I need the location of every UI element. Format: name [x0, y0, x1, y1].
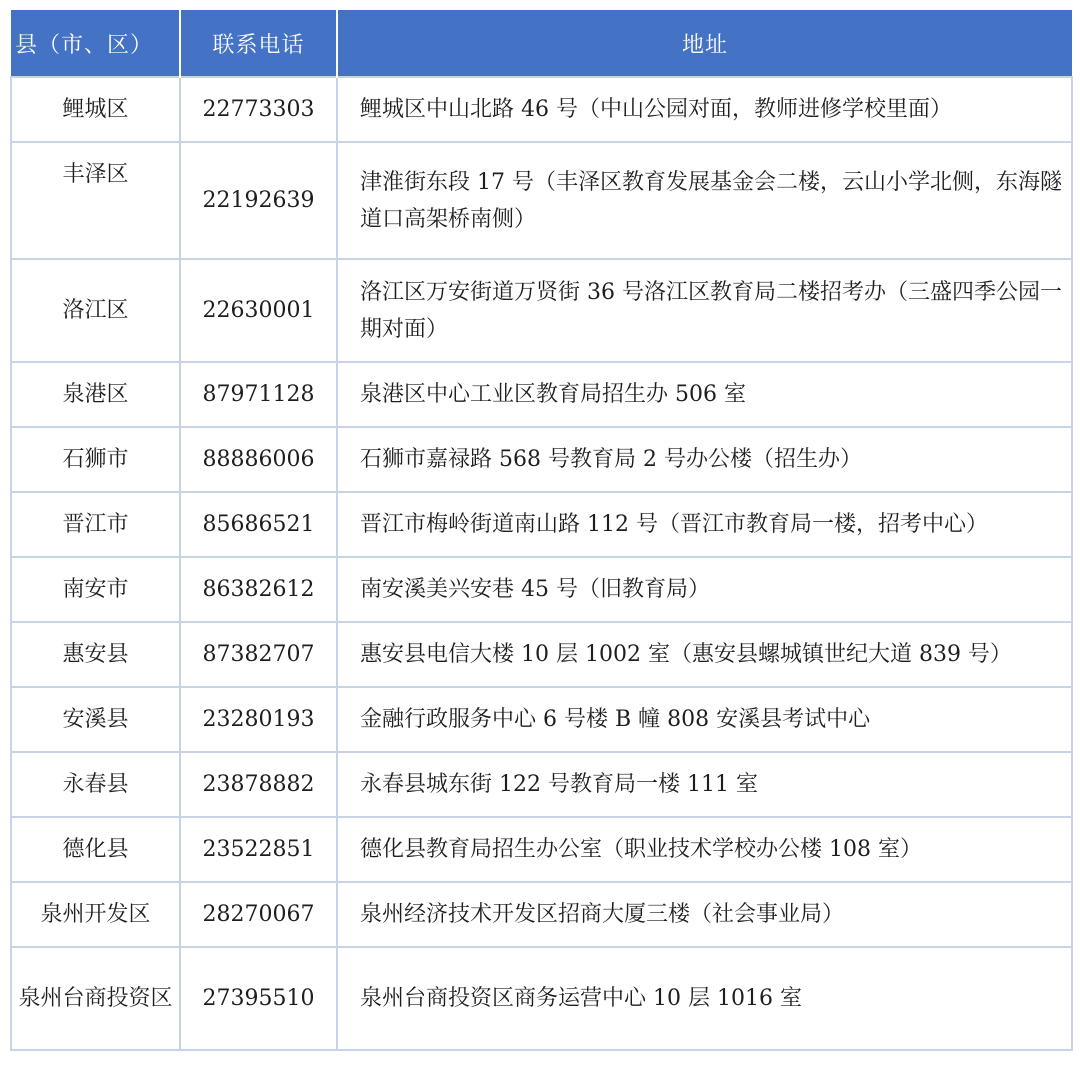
table-header-row [11, 10, 1072, 77]
county-cell: 南安市 [11, 557, 180, 622]
phone-cell: 23878882 [180, 752, 337, 817]
county-cell: 泉港区 [11, 362, 180, 427]
phone-cell: 28270067 [180, 882, 337, 947]
address-cell: 洛江区万安街道万贤街 36 号洛江区教育局二楼招考办（三盛四季公园一期对面） [337, 259, 1072, 362]
county-cell: 安溪县 [11, 687, 180, 752]
address-cell: 金融行政服务中心 6 号楼 B 幢 808 安溪县考试中心 [337, 687, 1072, 752]
table-row [11, 259, 1072, 362]
table-row [11, 817, 1072, 882]
county-cell: 石狮市 [11, 427, 180, 492]
header-county: 县（市、区） [11, 10, 180, 77]
phone-cell: 23522851 [180, 817, 337, 882]
header-address: 地址 [337, 10, 1072, 77]
address-cell: 泉州台商投资区商务运营中心 10 层 1016 室 [337, 947, 1072, 1050]
address-cell: 泉港区中心工业区教育局招生办 506 室 [337, 362, 1072, 427]
county-cell: 鲤城区 [11, 77, 180, 142]
phone-cell: 86382612 [180, 557, 337, 622]
phone-cell: 85686521 [180, 492, 337, 557]
county-cell: 惠安县 [11, 622, 180, 687]
table-row [11, 557, 1072, 622]
address-cell: 德化县教育局招生办公室（职业技术学校办公楼 108 室） [337, 817, 1072, 882]
address-cell: 鲤城区中山北路 46 号（中山公园对面，教师进修学校里面） [337, 77, 1072, 142]
table-row [11, 752, 1072, 817]
phone-cell: 88886006 [180, 427, 337, 492]
phone-cell: 22630001 [180, 259, 337, 362]
county-cell: 永春县 [11, 752, 180, 817]
table-row [11, 77, 1072, 142]
address-cell: 津淮街东段 17 号（丰泽区教育发展基金会二楼，云山小学北侧，东海隧道口高架桥南侧） [337, 142, 1072, 259]
county-cell: 泉州开发区 [11, 882, 180, 947]
county-cell: 泉州台商投资区 [11, 947, 180, 1050]
county-cell: 晋江市 [11, 492, 180, 557]
table-row [11, 142, 1072, 259]
contact-table [10, 10, 1073, 1051]
phone-cell: 23280193 [180, 687, 337, 752]
table-row [11, 362, 1072, 427]
county-cell: 洛江区 [11, 259, 180, 362]
phone-cell: 22192639 [180, 142, 337, 259]
table-row [11, 947, 1072, 1050]
phone-cell: 87382707 [180, 622, 337, 687]
table-row [11, 687, 1072, 752]
address-cell: 惠安县电信大楼 10 层 1002 室（惠安县螺城镇世纪大道 839 号） [337, 622, 1072, 687]
table-row [11, 882, 1072, 947]
table-row [11, 622, 1072, 687]
address-cell: 晋江市梅岭街道南山路 112 号（晋江市教育局一楼，招考中心） [337, 492, 1072, 557]
address-cell: 永春县城东街 122 号教育局一楼 111 室 [337, 752, 1072, 817]
phone-cell: 87971128 [180, 362, 337, 427]
phone-cell: 22773303 [180, 77, 337, 142]
address-cell: 南安溪美兴安巷 45 号（旧教育局） [337, 557, 1072, 622]
table-row [11, 427, 1072, 492]
header-phone: 联系电话 [180, 10, 337, 77]
address-cell: 石狮市嘉禄路 568 号教育局 2 号办公楼（招生办） [337, 427, 1072, 492]
county-cell: 丰泽区 [11, 142, 180, 259]
phone-cell: 27395510 [180, 947, 337, 1050]
address-cell: 泉州经济技术开发区招商大厦三楼（社会事业局） [337, 882, 1072, 947]
county-cell: 德化县 [11, 817, 180, 882]
table-row [11, 492, 1072, 557]
